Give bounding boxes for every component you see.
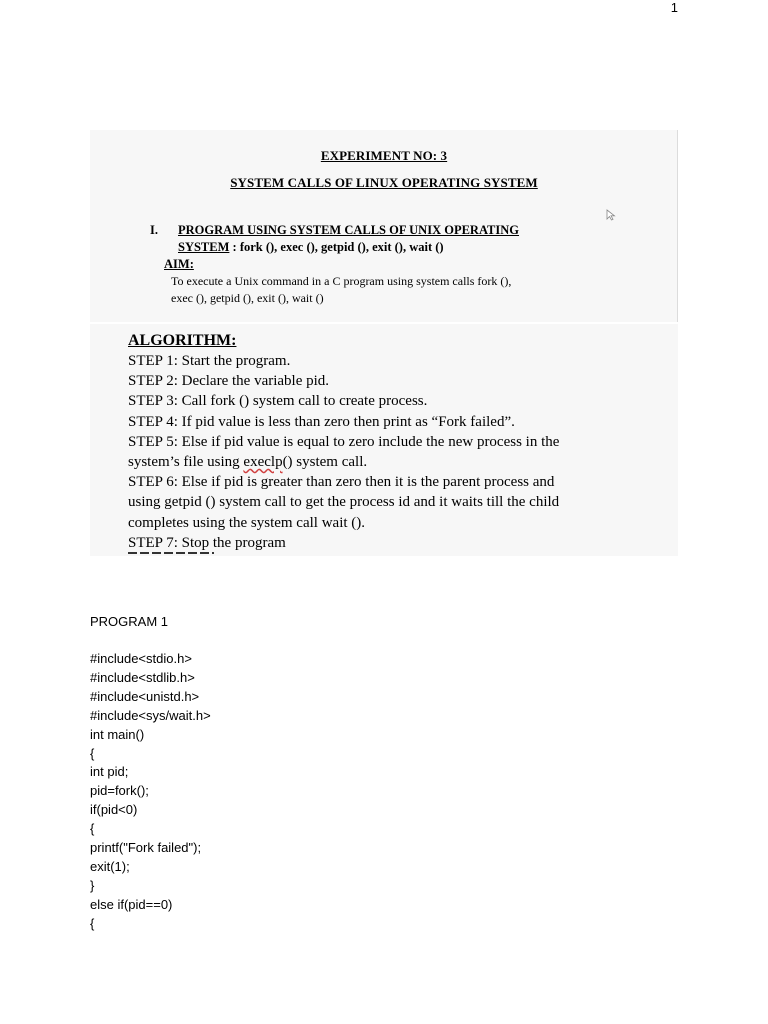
algorithm-step: STEP 4: If pid value is less than zero then print as “Fork failed”.	[128, 413, 515, 430]
algorithm-step: STEP 6: Else if pid is greater than zero then it is the parent process and	[128, 474, 555, 491]
code-line: if(pid<0)	[90, 802, 138, 818]
algorithm-heading: ALGORITHM:	[128, 332, 237, 349]
experiment-header-image	[90, 130, 678, 322]
code-line: #include<stdio.h>	[90, 651, 192, 666]
code-line: exit(1);	[90, 858, 130, 874]
spellcheck-word: execlp	[243, 454, 283, 471]
algorithm-steps	[128, 351, 668, 553]
experiment-title: EXPERIMENT NO: 3	[320, 148, 448, 163]
code-line: {	[90, 745, 95, 761]
page-number: 1	[670, 0, 678, 15]
algorithm-image	[90, 324, 678, 556]
algorithm-text: () system call.	[282, 454, 368, 471]
algorithm-step: STEP 7: Stop the program	[128, 534, 286, 551]
algorithm-step-continuation: completes using the system call wait ().	[128, 514, 366, 531]
algorithm-step: STEP 5: Else if pid value is equal to zero include the new process in the	[128, 433, 560, 450]
aim-text	[171, 273, 611, 307]
code-line: #include<sys/wait.h>	[90, 707, 211, 723]
code-line: #include<stdlib.h>	[90, 669, 195, 685]
algorithm-step: STEP 2: Declare the variable pid.	[128, 373, 330, 390]
code-line: printf("Fork failed");	[90, 840, 202, 856]
section-heading	[150, 222, 519, 256]
cropped-text-remnant	[128, 546, 218, 556]
code-line: #include<unistd.h>	[90, 688, 200, 704]
program-listing	[90, 612, 211, 934]
section-title-calls: : fork (), exec (), getpid (), exit (), wait ()	[229, 240, 444, 254]
algorithm-step-continuation: using getpid () system call to get the process id and it waits till the child	[128, 494, 560, 511]
algorithm-step: STEP 3: Call fork () system call to create process.	[128, 393, 428, 410]
code-line: int pid;	[90, 764, 129, 780]
program-title: PROGRAM 1	[90, 614, 169, 629]
section-title: PROGRAM USING SYSTEM CALLS OF UNIX OPERATING	[178, 223, 520, 237]
algorithm-step-continuation	[128, 452, 668, 472]
algorithm-step: STEP 1: Start the program.	[128, 353, 291, 369]
aim-line: exec (), getpid (), exit (), wait ()	[171, 291, 324, 305]
code-line: else if(pid==0)	[90, 896, 173, 912]
code-line: {	[90, 821, 95, 837]
experiment-subtitle: SYSTEM CALLS OF LINUX OPERATING SYSTEM	[230, 175, 538, 190]
code-line: {	[90, 915, 95, 931]
code-line: int main()	[90, 726, 145, 742]
algorithm-text: system’s file using	[128, 454, 244, 471]
mouse-cursor-icon	[606, 209, 616, 221]
aim-line: To execute a Unix command in a C program using system calls fork (),	[171, 274, 512, 288]
code-line: pid=fork();	[90, 783, 149, 799]
section-title-system: SYSTEM	[178, 240, 230, 254]
section-number: I.	[150, 223, 158, 237]
aim-label: AIM:	[164, 257, 194, 271]
code-block	[90, 650, 211, 934]
code-line: }	[90, 877, 95, 893]
